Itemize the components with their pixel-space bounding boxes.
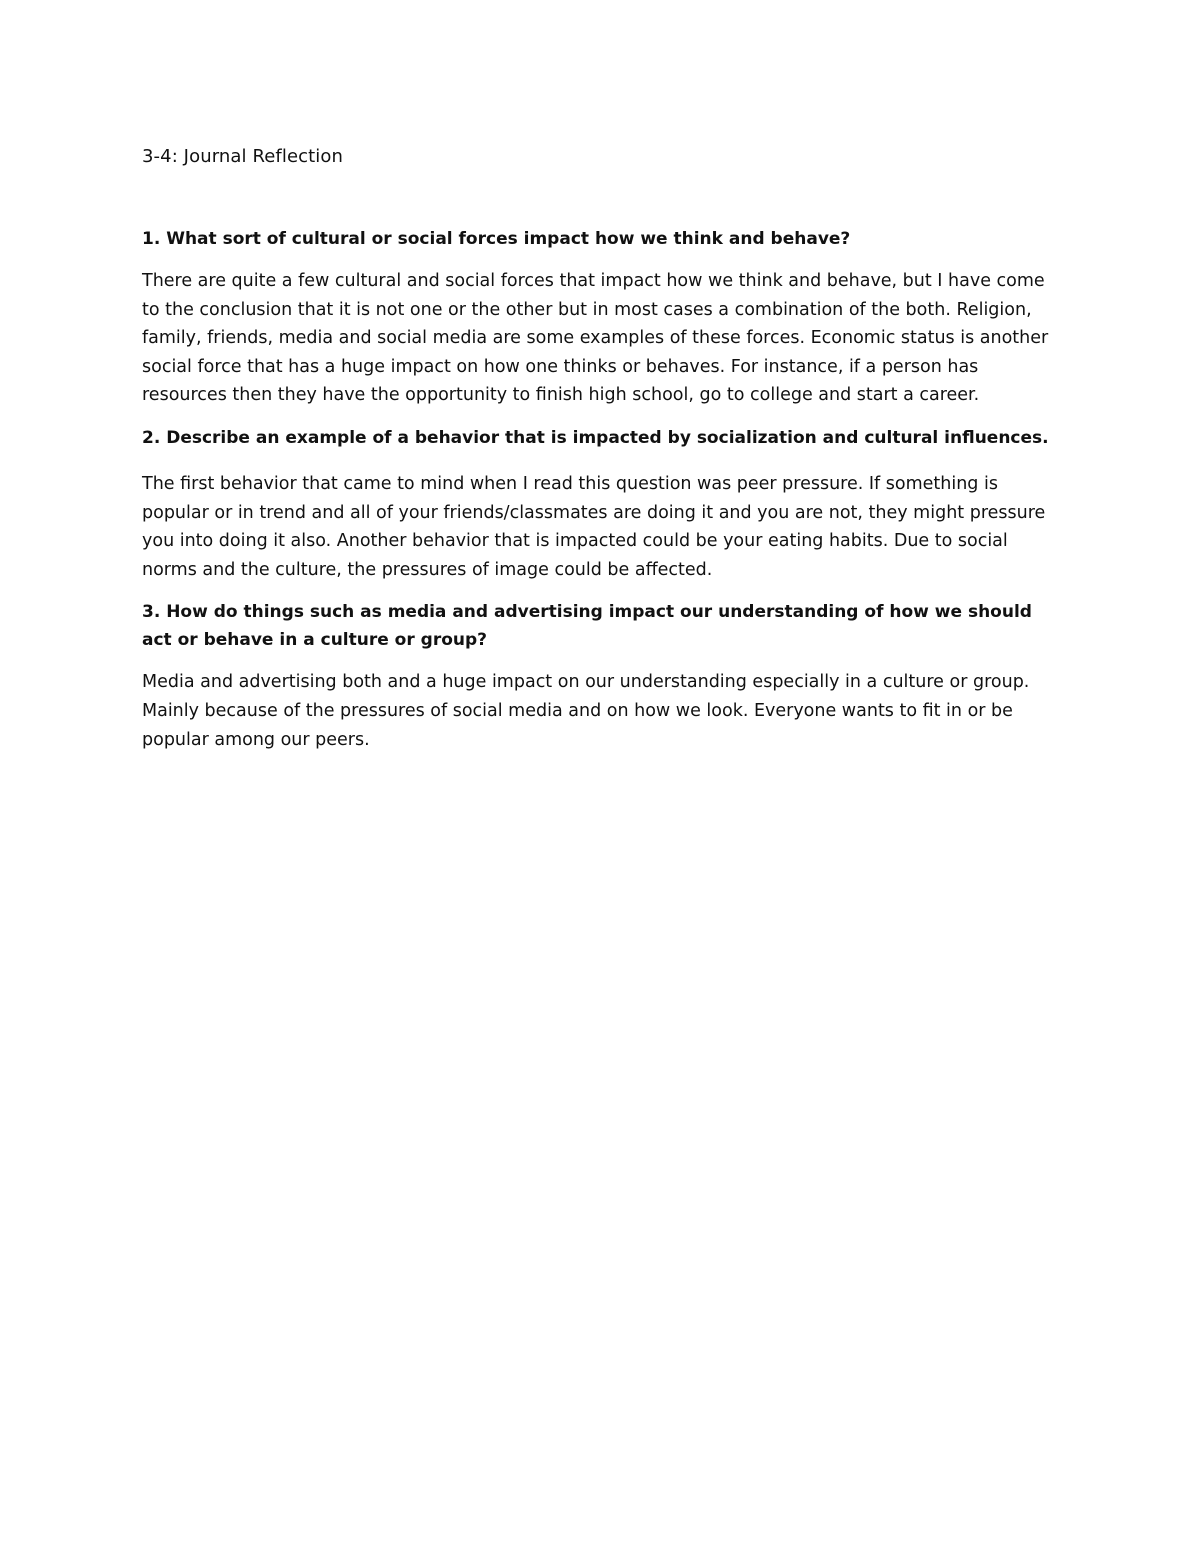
document-body xyxy=(142,143,1062,768)
answer-1: There are quite a few cultural and social forces that impact how we think and behave, but I have come to the conclusion that it is not one or the other but in most cases a combination of the both. Religion, family, friends, media and social media are some examples of these forces. Economic status is another social force that has a huge impact on how one thinks or behaves. For instance, if a person has resources then they have the opportunity to finish high school, go to college and start a career. xyxy=(142,271,1049,406)
question-2: 2. Describe an example of a behavior that is impacted by socialization and cultural influences. xyxy=(142,427,1049,448)
question-3: 3. How do things such as media and advertising impact our understanding of how we should act or behave in a culture or group? xyxy=(142,602,1032,651)
question-1: 1. What sort of cultural or social forces impact how we think and behave? xyxy=(142,229,851,249)
answer-2: The first behavior that came to mind when I read this question was peer pressure. If something is popular or in trend and all of your friends/classmates are doing it and you are not, they might pressure you into doing it also. Another behavior that is impacted could be your eating habits. Due to social norms and the culture, the pressures of image could be affected. xyxy=(142,473,1046,580)
document-title: 3-4: Journal Reflection xyxy=(142,146,344,167)
answer-3: Media and advertising both and a huge impact on our understanding especially in a culture or group. Mainly because of the pressures of social media and on how we look. Everyone wants to fit in or be popular among our peers. xyxy=(142,672,1030,750)
